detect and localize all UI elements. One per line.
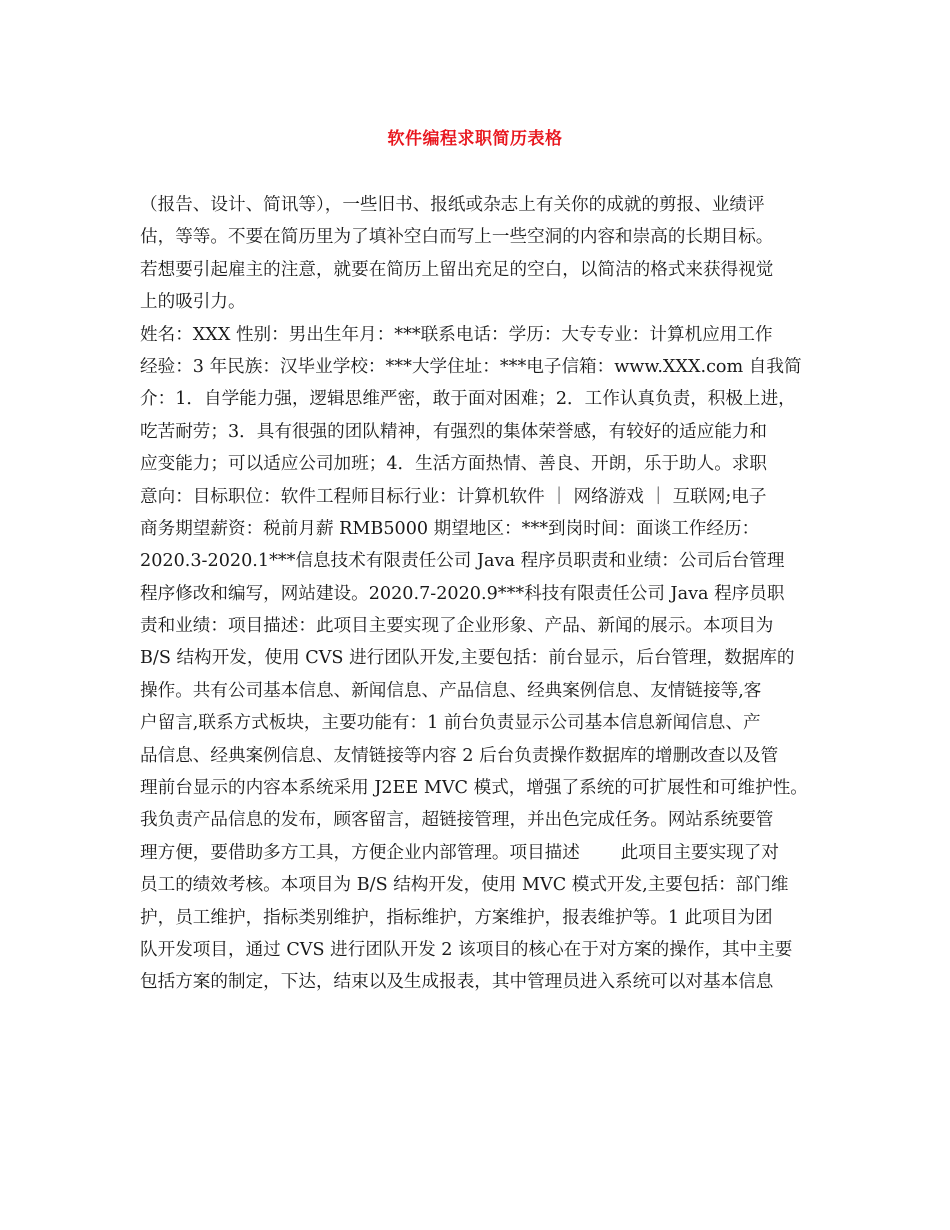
body-text-line: 上的吸引力。: [140, 292, 246, 313]
body-text-line: 员工的绩效考核。本项目为 B/S 结构开发，使用 MVC 模式开发,主要包括：部门维: [140, 875, 789, 896]
body-text-line: 若想要引起雇主的注意，就要在简历上留出充足的空白，以简洁的格式来获得视觉: [140, 259, 774, 280]
body-text-line: 责和业绩：项目描述：此项目主要实现了企业形象、产品、新闻的展示。本项目为: [140, 616, 774, 637]
body-text-line: B/S 结构开发，使用 CVS 进行团队开发,主要包括：前台显示，后台管理，数据库的: [140, 648, 795, 669]
body-text-line: 吃苦耐劳；3．具有很强的团队精神，有强烈的集体荣誉感，有较好的适应能力和: [140, 421, 767, 442]
body-text-line: 包括方案的制定，下达，结束以及生成报表，其中管理员进入系统可以对基本信息: [140, 972, 774, 993]
body-text-line: 品信息、经典案例信息、友情链接等内容 2 后台负责操作数据库的增删改查以及管: [140, 745, 779, 766]
document-body: [140, 189, 820, 999]
body-text-line: 队开发项目，通过 CVS 进行团队开发 2 该项目的核心在于对方案的操作，其中主要: [140, 939, 793, 960]
body-text-line: 介：1．自学能力强，逻辑思维严密，敢于面对困难；2．工作认真负责，积极上进，: [140, 389, 796, 410]
body-text-line: 经验：3 年民族：汉毕业学校：***大学住址：***电子信箱：www.XXX.com 自我简: [140, 356, 802, 377]
body-text-line: 理方便，要借助多方工具，方便企业内部管理。项目描述 此项目主要实现了对: [140, 842, 779, 863]
body-text-line: 估，等等。不要在简历里为了填补空白而写上一些空洞的内容和崇高的长期目标。: [140, 227, 774, 248]
body-text-line: 2020.3-2020.1***信息技术有限责任公司 Java 程序员职责和业绩：公司后台管理: [140, 551, 785, 572]
body-text-line: 户留言,联系方式板块，主要功能有：1 前台负责显示公司基本信息新闻信息、产: [140, 713, 761, 734]
body-text-line: （报告、设计、简讯等），一些旧书、报纸或杂志上有关你的成就的剪报、业绩评: [140, 195, 765, 215]
body-text-line: 程序修改和编写，网站建设。2020.7-2020.9***科技有限责任公司 Java 程序员职: [140, 583, 785, 604]
body-text-line: 商务期望薪资：税前月薪 RMB5000 期望地区：***到岗时间：面谈工作经历：: [140, 518, 760, 539]
body-text-line: 我负责产品信息的发布，顾客留言，超链接管理，并出色完成任务。网站系统要管: [140, 810, 774, 831]
body-text-line: 护，员工维护，指标类别维护，指标维护，方案维护，报表维护等。1 此项目为团: [140, 907, 773, 928]
body-text-line: 应变能力；可以适应公司加班；4．生活方面热情、善良、开朗，乐于助人。求职: [140, 454, 767, 475]
body-text-line: 操作。共有公司基本信息、新闻信息、产品信息、经典案例信息、友情链接等,客: [140, 680, 762, 701]
body-text-line: 理前台显示的内容本系统采用 J2EE MVC 模式，增强了系统的可扩展性和可维护性。: [140, 778, 808, 799]
body-text-line: 意向：目标职位：软件工程师目标行业：计算机软件 ｜ 网络游戏 ｜ 互联网;电子: [140, 486, 767, 507]
document-title: 软件编程求职简历表格: [387, 129, 563, 149]
body-text-line: 姓名：XXX 性别：男出生年月：***联系电话：学历：大专专业：计算机应用工作: [140, 324, 773, 345]
